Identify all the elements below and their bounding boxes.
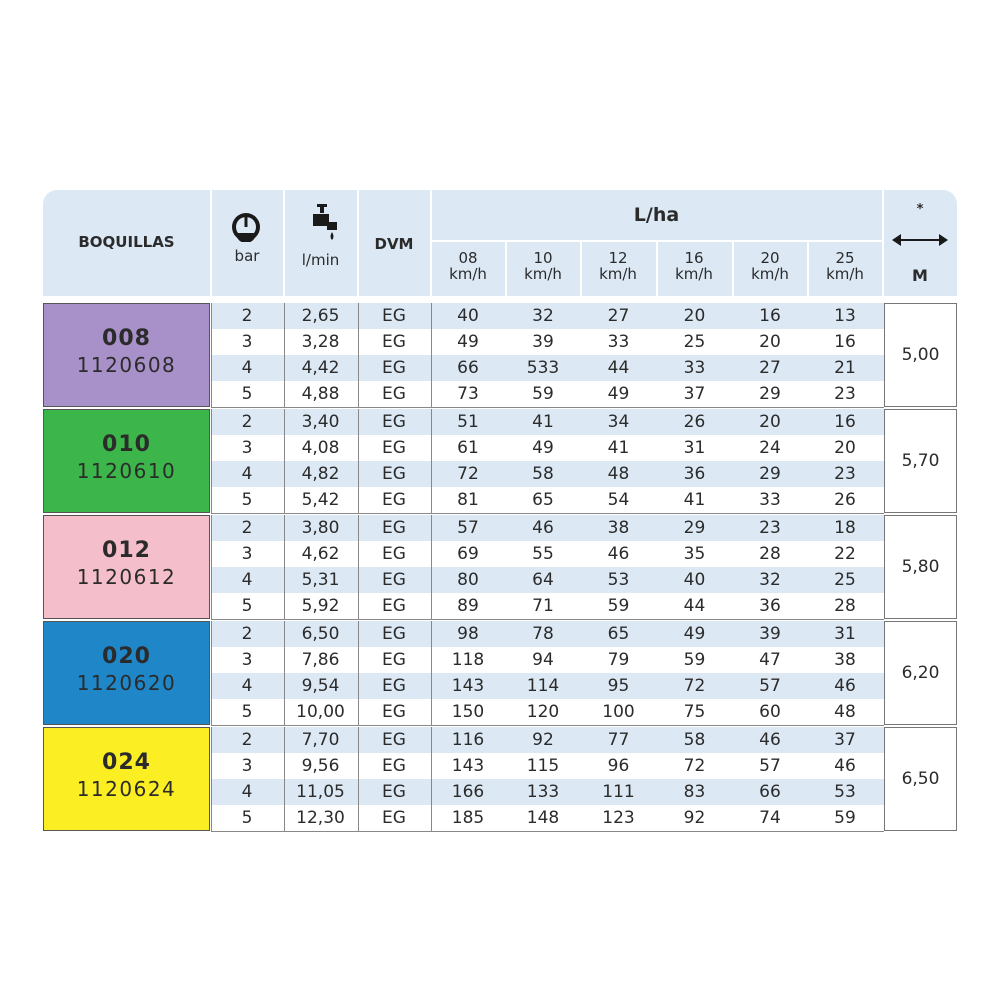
cell-lha-2: 38 — [607, 518, 630, 538]
table-row — [211, 329, 884, 355]
cell-bar: 4 — [241, 782, 253, 802]
cell-bar: 2 — [241, 624, 253, 644]
speed-header-5: 25 — [835, 249, 855, 267]
cell-dvm: EG — [382, 650, 406, 670]
cell-flow: 11,05 — [296, 782, 345, 802]
cell-bar: 4 — [241, 464, 253, 484]
cell-lha-4: 33 — [759, 490, 781, 510]
cell-flow: 12,30 — [296, 808, 345, 828]
cell-lha-0: 73 — [457, 384, 479, 404]
cell-bar: 5 — [241, 490, 253, 510]
cell-lha-0: 98 — [457, 624, 479, 644]
cell-lha-4: 39 — [759, 624, 781, 644]
cell-lha-1: 533 — [526, 358, 560, 378]
cell-lha-0: 143 — [451, 756, 485, 776]
cell-lha-5: 25 — [834, 570, 856, 590]
cell-lha-3: 35 — [683, 544, 706, 564]
table-row — [211, 673, 884, 699]
cell-lha-1: 65 — [532, 490, 554, 510]
cell-bar: 3 — [241, 438, 253, 458]
cell-dvm: EG — [382, 756, 406, 776]
cell-lha-4: 28 — [759, 544, 781, 564]
cell-lha-4: 29 — [759, 384, 781, 404]
cell-lha-3: 31 — [683, 438, 706, 458]
cell-flow: 4,42 — [301, 358, 340, 378]
cell-dvm: EG — [382, 438, 406, 458]
cell-bar: 5 — [241, 596, 253, 616]
cell-lha-4: 27 — [759, 358, 781, 378]
cell-dvm: EG — [382, 624, 406, 644]
nozzle-group-012 — [43, 515, 957, 619]
cell-lha-0: 118 — [451, 650, 485, 670]
cell-bar: 5 — [241, 384, 253, 404]
table-header — [43, 190, 957, 296]
cell-lha-1: 120 — [526, 702, 560, 722]
cell-dvm: EG — [382, 782, 406, 802]
nozzle-swatch — [43, 515, 210, 619]
cell-lha-4: 36 — [759, 596, 781, 616]
cell-lha-2: 59 — [607, 596, 630, 616]
cell-dvm: EG — [382, 730, 406, 750]
cell-lha-3: 72 — [683, 756, 706, 776]
table-row — [211, 409, 884, 435]
cell-lha-2: 53 — [607, 570, 630, 590]
cell-lha-0: 80 — [457, 570, 479, 590]
table-row — [211, 753, 884, 779]
nozzle-code: 020 — [102, 644, 151, 669]
table-row — [211, 303, 884, 329]
m-value: 5,70 — [884, 409, 957, 513]
cell-lha-4: 46 — [759, 730, 781, 750]
cell-lha-0: 66 — [457, 358, 479, 378]
cell-flow: 3,80 — [301, 518, 340, 538]
table-row — [211, 435, 884, 461]
nozzle-swatch — [43, 409, 210, 513]
cell-lha-0: 49 — [457, 332, 479, 352]
cell-flow: 10,00 — [296, 702, 345, 722]
cell-lha-1: 64 — [532, 570, 554, 590]
cell-bar: 2 — [241, 306, 253, 326]
cell-lha-1: 92 — [532, 730, 554, 750]
double-arrow-icon — [892, 232, 948, 246]
cell-lha-0: 185 — [451, 808, 485, 828]
cell-dvm: EG — [382, 412, 406, 432]
cell-lha-1: 78 — [532, 624, 554, 644]
cell-lha-4: 23 — [759, 518, 781, 538]
cell-lha-0: 61 — [457, 438, 479, 458]
cell-lha-5: 31 — [834, 624, 856, 644]
cell-lha-2: 27 — [607, 306, 630, 326]
speed-header-2: 12 — [608, 249, 628, 267]
nozzle-code: 012 — [102, 538, 151, 563]
m-value: 5,80 — [884, 515, 957, 619]
cell-lha-0: 116 — [451, 730, 485, 750]
cell-lha-1: 94 — [532, 650, 554, 670]
cell-lha-3: 49 — [683, 624, 706, 644]
table-body — [43, 303, 957, 833]
cell-lha-3: 92 — [683, 808, 706, 828]
cell-lha-5: 37 — [834, 730, 856, 750]
cell-flow: 3,28 — [301, 332, 340, 352]
cell-lha-5: 46 — [834, 756, 856, 776]
cell-flow: 9,56 — [301, 756, 340, 776]
dvm-header: DVM — [374, 235, 414, 253]
cell-lha-3: 36 — [683, 464, 706, 484]
cell-lha-3: 26 — [683, 412, 706, 432]
speed-unit-4: km/h — [751, 265, 789, 283]
cell-lha-0: 69 — [457, 544, 479, 564]
cell-lha-4: 20 — [759, 332, 781, 352]
cell-bar: 4 — [241, 358, 253, 378]
cell-lha-0: 89 — [457, 596, 479, 616]
cell-lha-3: 58 — [683, 730, 706, 750]
cell-lha-4: 57 — [759, 756, 781, 776]
cell-lha-5: 38 — [834, 650, 856, 670]
table-row — [211, 727, 884, 753]
m-star: * — [916, 202, 924, 217]
cell-lha-2: 48 — [607, 464, 630, 484]
cell-lha-3: 20 — [683, 306, 706, 326]
speed-unit-5: km/h — [826, 265, 864, 283]
nozzle-reference: 1120610 — [76, 459, 177, 483]
cell-lha-2: 123 — [602, 808, 635, 828]
cell-lha-3: 40 — [683, 570, 706, 590]
cell-lha-2: 100 — [602, 702, 635, 722]
cell-lha-4: 29 — [759, 464, 781, 484]
cell-lha-3: 25 — [683, 332, 706, 352]
cell-lha-1: 58 — [532, 464, 554, 484]
cell-lha-4: 66 — [759, 782, 781, 802]
table-row — [211, 621, 884, 647]
table-row — [211, 381, 884, 407]
cell-bar: 5 — [241, 702, 253, 722]
cell-lha-1: 39 — [532, 332, 554, 352]
cell-lha-2: 46 — [607, 544, 630, 564]
cell-lha-0: 57 — [457, 518, 479, 538]
nozzle-group-024 — [43, 727, 957, 831]
cell-lha-0: 150 — [451, 702, 485, 722]
cell-lha-1: 114 — [526, 676, 560, 696]
nozzle-code: 024 — [102, 750, 151, 775]
cell-lha-4: 24 — [759, 438, 781, 458]
table-row — [211, 779, 884, 805]
cell-flow: 4,88 — [301, 384, 340, 404]
cell-dvm: EG — [382, 306, 406, 326]
cell-lha-2: 54 — [607, 490, 630, 510]
cell-lha-4: 74 — [759, 808, 781, 828]
cell-lha-1: 55 — [532, 544, 554, 564]
cell-lha-2: 96 — [607, 756, 630, 776]
table-row — [211, 805, 884, 831]
nozzle-swatch — [43, 727, 210, 831]
cell-lha-3: 75 — [683, 702, 706, 722]
cell-lha-1: 59 — [532, 384, 554, 404]
cell-lha-5: 46 — [834, 676, 856, 696]
nozzle-group-010 — [43, 409, 957, 513]
table-row — [211, 647, 884, 673]
cell-lha-5: 13 — [834, 306, 856, 326]
cell-lha-5: 59 — [834, 808, 856, 828]
nozzle-swatch — [43, 303, 210, 407]
cell-lha-4: 60 — [759, 702, 781, 722]
speed-unit-1: km/h — [524, 265, 562, 283]
cell-flow: 5,31 — [301, 570, 340, 590]
cell-flow: 9,54 — [301, 676, 340, 696]
cell-bar: 3 — [241, 332, 253, 352]
cell-lha-5: 26 — [834, 490, 856, 510]
m-value: 5,00 — [884, 303, 957, 407]
cell-lha-5: 23 — [834, 464, 856, 484]
cell-lha-3: 44 — [683, 596, 706, 616]
nozzle-reference: 1120612 — [76, 565, 177, 589]
flow-unit: l/min — [301, 251, 340, 269]
cell-dvm: EG — [382, 464, 406, 484]
pressure-gauge-icon — [231, 212, 261, 242]
cell-bar: 3 — [241, 544, 253, 564]
pressure-unit: bar — [234, 247, 260, 265]
speed-unit-2: km/h — [599, 265, 637, 283]
cell-lha-1: 71 — [532, 596, 554, 616]
table-row — [211, 355, 884, 381]
cell-dvm: EG — [382, 544, 406, 564]
cell-lha-2: 33 — [607, 332, 630, 352]
cell-lha-4: 32 — [759, 570, 781, 590]
speed-unit-0: km/h — [449, 265, 487, 283]
table-row — [211, 515, 884, 541]
cell-lha-5: 16 — [834, 332, 856, 352]
cell-bar: 2 — [241, 518, 253, 538]
cell-lha-2: 95 — [607, 676, 630, 696]
cell-lha-1: 41 — [532, 412, 554, 432]
nozzle-code: 008 — [102, 326, 151, 351]
cell-lha-5: 22 — [834, 544, 856, 564]
cell-lha-3: 59 — [683, 650, 706, 670]
nozzle-code: 010 — [102, 432, 151, 457]
lha-header: L/ha — [633, 204, 680, 226]
table-row — [211, 487, 884, 513]
cell-dvm: EG — [382, 384, 406, 404]
cell-lha-1: 133 — [526, 782, 560, 802]
nozzle-table — [43, 190, 957, 833]
cell-lha-1: 49 — [532, 438, 554, 458]
table-row — [211, 461, 884, 487]
cell-lha-0: 72 — [457, 464, 479, 484]
cell-flow: 4,62 — [301, 544, 340, 564]
cell-flow: 7,70 — [301, 730, 340, 750]
cell-lha-3: 72 — [683, 676, 706, 696]
cell-bar: 4 — [241, 570, 253, 590]
cell-flow: 7,86 — [301, 650, 340, 670]
cell-lha-2: 49 — [607, 384, 630, 404]
cell-dvm: EG — [382, 808, 406, 828]
nozzle-group-008 — [43, 303, 957, 407]
cell-dvm: EG — [382, 676, 406, 696]
speed-unit-3: km/h — [675, 265, 713, 283]
cell-lha-0: 143 — [451, 676, 485, 696]
cell-lha-2: 79 — [607, 650, 630, 670]
cell-dvm: EG — [382, 570, 406, 590]
cell-bar: 2 — [241, 730, 253, 750]
cell-lha-5: 20 — [834, 438, 856, 458]
cell-lha-5: 21 — [834, 358, 856, 378]
cell-lha-4: 57 — [759, 676, 781, 696]
cell-lha-2: 41 — [607, 438, 630, 458]
boquillas-header: BOQUILLAS — [78, 233, 175, 251]
cell-dvm: EG — [382, 332, 406, 352]
nozzle-swatch — [43, 621, 210, 725]
cell-lha-2: 65 — [607, 624, 630, 644]
speed-header-3: 16 — [684, 249, 704, 267]
cell-flow: 4,82 — [301, 464, 340, 484]
cell-lha-5: 53 — [834, 782, 856, 802]
cell-lha-3: 83 — [683, 782, 706, 802]
speed-header-1: 10 — [533, 249, 553, 267]
cell-lha-1: 115 — [526, 756, 560, 776]
cell-lha-0: 40 — [457, 306, 479, 326]
nozzle-reference: 1120620 — [76, 671, 177, 695]
cell-flow: 5,92 — [301, 596, 340, 616]
speed-header-4: 20 — [760, 249, 780, 267]
cell-lha-2: 111 — [602, 782, 635, 802]
cell-lha-4: 47 — [759, 650, 781, 670]
nozzle-reference: 1120608 — [76, 353, 177, 377]
cell-dvm: EG — [382, 358, 406, 378]
cell-lha-2: 44 — [607, 358, 630, 378]
cell-lha-3: 33 — [683, 358, 706, 378]
water-tap-icon — [307, 204, 339, 244]
cell-dvm: EG — [382, 518, 406, 538]
cell-lha-2: 34 — [607, 412, 630, 432]
cell-lha-0: 166 — [451, 782, 485, 802]
cell-flow: 6,50 — [301, 624, 340, 644]
cell-lha-2: 77 — [607, 730, 630, 750]
cell-lha-3: 37 — [683, 384, 706, 404]
m-value: 6,50 — [884, 727, 957, 831]
table-row — [211, 541, 884, 567]
cell-flow: 2,65 — [301, 306, 340, 326]
cell-lha-5: 23 — [834, 384, 856, 404]
cell-bar: 3 — [241, 756, 253, 776]
cell-bar: 5 — [241, 808, 253, 828]
cell-bar: 4 — [241, 676, 253, 696]
m-value: 6,20 — [884, 621, 957, 725]
cell-dvm: EG — [382, 702, 406, 722]
cell-lha-5: 48 — [834, 702, 856, 722]
table-row — [211, 699, 884, 725]
cell-lha-1: 148 — [526, 808, 560, 828]
cell-flow: 3,40 — [301, 412, 340, 432]
cell-lha-1: 46 — [532, 518, 554, 538]
cell-bar: 2 — [241, 412, 253, 432]
table-row — [211, 593, 884, 619]
table-row — [211, 567, 884, 593]
cell-flow: 5,42 — [301, 490, 340, 510]
cell-lha-4: 16 — [759, 306, 781, 326]
cell-lha-5: 16 — [834, 412, 856, 432]
nozzle-reference: 1120624 — [76, 777, 177, 801]
cell-lha-4: 20 — [759, 412, 781, 432]
cell-dvm: EG — [382, 596, 406, 616]
cell-lha-3: 41 — [683, 490, 706, 510]
m-label: M — [912, 266, 928, 285]
cell-lha-5: 18 — [834, 518, 856, 538]
cell-dvm: EG — [382, 490, 406, 510]
cell-lha-0: 51 — [457, 412, 479, 432]
cell-bar: 3 — [241, 650, 253, 670]
cell-lha-3: 29 — [683, 518, 706, 538]
cell-lha-1: 32 — [532, 306, 554, 326]
cell-lha-0: 81 — [457, 490, 479, 510]
speed-header-0: 08 — [458, 249, 478, 267]
cell-lha-5: 28 — [834, 596, 856, 616]
nozzle-group-020 — [43, 621, 957, 725]
cell-flow: 4,08 — [301, 438, 340, 458]
